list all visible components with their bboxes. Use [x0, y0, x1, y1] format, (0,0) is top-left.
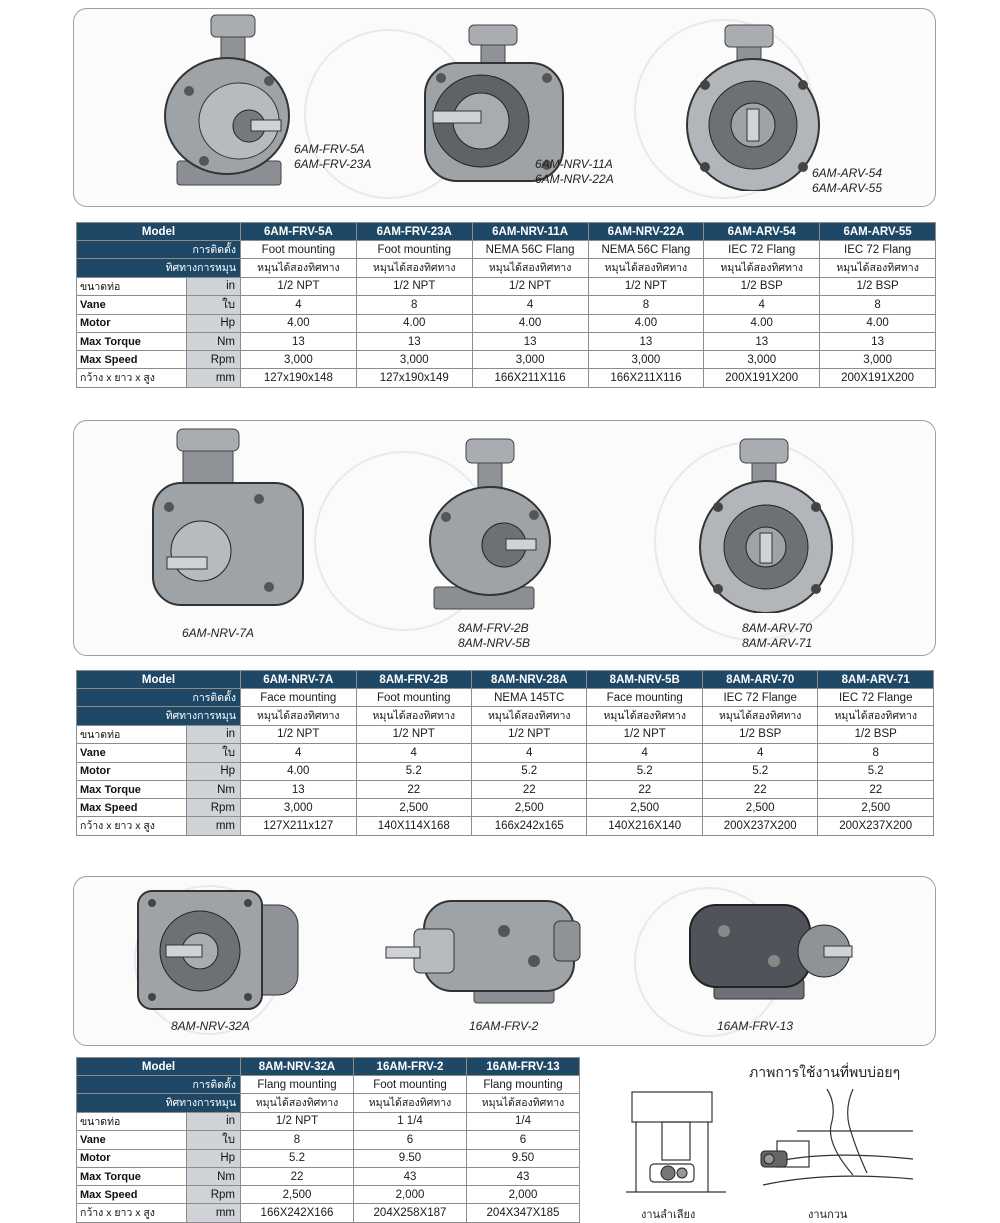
unit-pipe: in [187, 277, 241, 295]
row-label-model: Model [77, 671, 241, 689]
table-row-dims [77, 369, 936, 387]
table-row-speed [77, 799, 934, 817]
table-cell: 9.50 [466, 1149, 579, 1167]
row-label-speed: Max Speed [77, 1186, 187, 1204]
model-header: 8AM-ARV-71 [818, 671, 934, 689]
table-row-motor [77, 762, 934, 780]
table-cell: 140X216X140 [587, 817, 702, 835]
mixer-illustration [757, 1085, 917, 1200]
unit-motor: Hp [187, 314, 241, 332]
table-cell: 3,000 [820, 351, 936, 369]
table-cell: หมุนได้สองทิศทาง [704, 259, 820, 277]
table-cell: 13 [588, 332, 704, 350]
unit-dims: mm [187, 817, 241, 835]
row-label-pipe: ขนาดท่อ [77, 725, 187, 743]
row-label-torque: Max Torque [77, 780, 187, 798]
unit-vane: ใบ [187, 743, 241, 762]
unit-dims: mm [187, 369, 241, 387]
row-label-direction: ทิศทางการหมุน [77, 1094, 241, 1112]
model-caption-6am-arv: 6AM-ARV-54 6AM-ARV-55 [812, 166, 883, 195]
table-cell: 4 [241, 295, 357, 314]
table-row-vane [77, 1130, 580, 1149]
table-row-pipe [77, 277, 936, 295]
table-row-torque [77, 1167, 580, 1185]
table-cell: 1/2 BSP [820, 277, 936, 295]
table-row-speed [77, 1186, 580, 1204]
row-label-dims: กว้าง x ยาว x สูง [77, 369, 187, 387]
model-header: 6AM-FRV-5A [241, 223, 357, 241]
table-cell: 2,500 [702, 799, 817, 817]
unit-dims: mm [187, 1204, 241, 1222]
table-row-mount [77, 241, 936, 259]
table-cell: หมุนได้สองทิศทาง [241, 1094, 354, 1112]
table-cell: 3,000 [588, 351, 704, 369]
table-cell: หมุนได้สองทิศทาง [588, 259, 704, 277]
unit-vane: ใบ [187, 295, 241, 314]
table-cell: 4 [702, 743, 817, 762]
row-label-dims: กว้าง x ยาว x สูง [77, 1204, 187, 1222]
table-cell: 1/2 NPT [472, 277, 588, 295]
row-label-torque: Max Torque [77, 332, 187, 350]
table-cell: Face mounting [587, 689, 702, 707]
table-cell: 1/2 BSP [818, 725, 934, 743]
table-cell: หมุนได้สองทิศทาง [472, 259, 588, 277]
table-cell: IEC 72 Flang [704, 241, 820, 259]
table-row-direction [77, 1094, 580, 1112]
row-label-pipe: ขนาดท่อ [77, 277, 187, 295]
table-cell: 2,500 [356, 799, 471, 817]
unit-speed: Rpm [187, 1186, 241, 1204]
table-cell: 6 [466, 1130, 579, 1149]
table-row-torque [77, 332, 936, 350]
table-cell: NEMA 56C Flang [588, 241, 704, 259]
row-label-motor: Motor [77, 1149, 187, 1167]
table-cell: 4.00 [241, 762, 356, 780]
table-cell: หมุนได้สองทิศทาง [587, 707, 702, 725]
table-cell: 140X114X168 [356, 817, 471, 835]
table-cell: 200X237X200 [818, 817, 934, 835]
table-cell: 5.2 [241, 1149, 354, 1167]
table-cell: 2,500 [587, 799, 702, 817]
table-cell: 200X191X200 [704, 369, 820, 387]
table-cell: หมุนได้สองทิศทาง [702, 707, 817, 725]
table-cell: 1/4 [466, 1112, 579, 1130]
table-cell: 8 [356, 295, 472, 314]
unit-pipe: in [187, 725, 241, 743]
table-cell: 1/2 NPT [241, 1112, 354, 1130]
table-cell: 13 [472, 332, 588, 350]
model-header: 8AM-NRV-5B [587, 671, 702, 689]
table-cell: 4.00 [241, 314, 357, 332]
table-cell: 1/2 NPT [241, 277, 357, 295]
table-cell: Foot mounting [356, 689, 471, 707]
table-cell: 4.00 [472, 314, 588, 332]
table-cell: 4 [241, 743, 356, 762]
product-photo-panel-1 [73, 8, 936, 207]
unit-pipe: in [187, 1112, 241, 1130]
row-label-torque: Max Torque [77, 1167, 187, 1185]
spec-table-1 [76, 222, 936, 388]
model-caption-8am-arv: 8AM-ARV-70 8AM-ARV-71 [742, 621, 813, 650]
unit-torque: Nm [187, 780, 241, 798]
model-header: 8AM-NRV-28A [471, 671, 586, 689]
table-cell: IEC 72 Flange [702, 689, 817, 707]
table-cell: 22 [587, 780, 702, 798]
table-cell: 2,500 [818, 799, 934, 817]
table-cell: 13 [241, 780, 356, 798]
table-row-mount [77, 689, 934, 707]
model-header: 6AM-FRV-23A [356, 223, 472, 241]
row-label-pipe: ขนาดท่อ [77, 1112, 187, 1130]
product-photo-panel-3 [73, 876, 936, 1046]
table-row-motor [77, 314, 936, 332]
unit-vane: ใบ [187, 1130, 241, 1149]
table-cell: 127X211x127 [241, 817, 356, 835]
table-cell: 8 [818, 743, 934, 762]
table-cell: 5.2 [587, 762, 702, 780]
table-cell: 13 [356, 332, 472, 350]
table-row-vane [77, 743, 934, 762]
table-cell: 4 [704, 295, 820, 314]
table-cell: 4.00 [820, 314, 936, 332]
table-row-pipe [77, 725, 934, 743]
row-label-speed: Max Speed [77, 799, 187, 817]
table-cell: 1/2 BSP [704, 277, 820, 295]
table-cell: 200X237X200 [702, 817, 817, 835]
conveyor-illustration [622, 1088, 732, 1198]
model-caption-8am-nrv-32a: 8AM-NRV-32A [171, 1019, 250, 1033]
table-cell: Foot mounting [356, 241, 472, 259]
row-label-vane: Vane [77, 743, 187, 762]
table-cell: Flang mounting [466, 1076, 579, 1094]
table-cell: Foot mounting [241, 241, 357, 259]
table-cell: 22 [818, 780, 934, 798]
table-cell: 200X191X200 [820, 369, 936, 387]
model-header: 6AM-ARV-55 [820, 223, 936, 241]
row-label-motor: Motor [77, 762, 187, 780]
table-cell: 6 [354, 1130, 467, 1149]
row-label-mount: การติดตั้ง [77, 241, 241, 259]
table-cell: 204X258X187 [354, 1204, 467, 1222]
row-label-direction: ทิศทางการหมุน [77, 707, 241, 725]
table-cell: 5.2 [471, 762, 586, 780]
table-cell: 4.00 [704, 314, 820, 332]
table-cell: Foot mounting [354, 1076, 467, 1094]
usage-caption-conveyor: งานลำเลียง [641, 1209, 696, 1221]
table-cell: 4 [587, 743, 702, 762]
table-cell: 22 [702, 780, 817, 798]
table-row-vane [77, 295, 936, 314]
table-row-speed [77, 351, 936, 369]
model-caption-6am-frv: 6AM-FRV-5A 6AM-FRV-23A [294, 142, 372, 171]
table-row-motor [77, 1149, 580, 1167]
row-label-speed: Max Speed [77, 351, 187, 369]
table-cell: หมุนได้สองทิศทาง [471, 707, 586, 725]
table-cell: หมุนได้สองทิศทาง [356, 259, 472, 277]
table-cell: 4 [472, 295, 588, 314]
table-cell: 13 [704, 332, 820, 350]
unit-speed: Rpm [187, 351, 241, 369]
motor-image-16am-frv-13 [684, 891, 854, 1011]
table-cell: 8 [241, 1130, 354, 1149]
model-header: 6AM-ARV-54 [704, 223, 820, 241]
table-cell: 4 [356, 743, 471, 762]
unit-torque: Nm [187, 332, 241, 350]
table-row-direction [77, 707, 934, 725]
table-cell: 1/2 NPT [356, 725, 471, 743]
table-cell: 13 [241, 332, 357, 350]
row-label-vane: Vane [77, 1130, 187, 1149]
model-header: 6AM-NRV-22A [588, 223, 704, 241]
model-header: 8AM-NRV-32A [241, 1058, 354, 1076]
table-cell: 4.00 [356, 314, 472, 332]
motor-image-16am-frv-2 [384, 891, 584, 1011]
table-row-dims [77, 817, 934, 835]
table-cell: หมุนได้สองทิศทาง [818, 707, 934, 725]
table-cell: 1 1/4 [354, 1112, 467, 1130]
table-cell: 8 [820, 295, 936, 314]
row-label-mount: การติดตั้ง [77, 1076, 241, 1094]
motor-image-8am-arv [684, 437, 844, 613]
model-header: 16AM-FRV-13 [466, 1058, 579, 1076]
table-cell: IEC 72 Flange [818, 689, 934, 707]
table-cell: 2,000 [466, 1186, 579, 1204]
table-cell: 204X347X185 [466, 1204, 579, 1222]
table-cell: 2,500 [471, 799, 586, 817]
table-cell: 43 [354, 1167, 467, 1185]
table-cell: 4.00 [588, 314, 704, 332]
model-header: 8AM-FRV-2B [356, 671, 471, 689]
table-cell: หมุนได้สองทิศทาง [356, 707, 471, 725]
table-cell: 5.2 [818, 762, 934, 780]
table-cell: หมุนได้สองทิศทาง [241, 259, 357, 277]
table-cell: 127x190x149 [356, 369, 472, 387]
model-header: 8AM-ARV-70 [702, 671, 817, 689]
motor-image-6am-frv [159, 11, 299, 191]
model-header: 6AM-NRV-7A [241, 671, 356, 689]
table-cell: หมุนได้สองทิศทาง [354, 1094, 467, 1112]
table-cell: 4 [471, 743, 586, 762]
unit-torque: Nm [187, 1167, 241, 1185]
model-caption-6am-nrv-7a: 6AM-NRV-7A [182, 626, 255, 640]
table-cell: NEMA 145TC [471, 689, 586, 707]
table-cell: 166x242x165 [471, 817, 586, 835]
model-header: 6AM-NRV-11A [472, 223, 588, 241]
row-label-model: Model [77, 1058, 241, 1076]
table-cell: 3,000 [472, 351, 588, 369]
table-cell: หมุนได้สองทิศทาง [466, 1094, 579, 1112]
row-label-direction: ทิศทางการหมุน [77, 259, 241, 277]
unit-motor: Hp [187, 762, 241, 780]
table-row-model [77, 223, 936, 241]
table-cell: Face mounting [241, 689, 356, 707]
table-cell: 127x190x148 [241, 369, 357, 387]
table-cell: 5.2 [702, 762, 817, 780]
table-cell: 22 [471, 780, 586, 798]
table-cell: 1/2 NPT [588, 277, 704, 295]
model-caption-8am-frv-2b: 8AM-FRV-2B 8AM-NRV-5B [458, 621, 531, 650]
row-label-dims: กว้าง x ยาว x สูง [77, 817, 187, 835]
unit-motor: Hp [187, 1149, 241, 1167]
table-row-torque [77, 780, 934, 798]
model-header: 16AM-FRV-2 [354, 1058, 467, 1076]
table-cell: 166X211X116 [472, 369, 588, 387]
table-cell: หมุนได้สองทิศทาง [820, 259, 936, 277]
motor-image-6am-nrv-7a [149, 427, 309, 612]
usage-caption-mixer: งานกวน [808, 1209, 848, 1221]
row-label-vane: Vane [77, 295, 187, 314]
table-cell: 166X242X166 [241, 1204, 354, 1222]
table-cell: IEC 72 Flang [820, 241, 936, 259]
table-cell: 22 [241, 1167, 354, 1185]
product-photo-panel-2 [73, 420, 936, 656]
model-caption-16am-frv-2: 16AM-FRV-2 [469, 1019, 539, 1033]
table-cell: 5.2 [356, 762, 471, 780]
spec-table-2 [76, 670, 934, 836]
table-cell: 3,000 [241, 799, 356, 817]
table-row-mount [77, 1076, 580, 1094]
table-cell: 3,000 [704, 351, 820, 369]
spec-table-3 [76, 1057, 580, 1223]
usage-title: ภาพการใช้งานที่พบบ่อยๆ [749, 1064, 901, 1080]
table-row-pipe [77, 1112, 580, 1130]
table-cell: 9.50 [354, 1149, 467, 1167]
table-row-model [77, 1058, 580, 1076]
table-cell: หมุนได้สองทิศทาง [241, 707, 356, 725]
table-cell: 8 [588, 295, 704, 314]
table-cell: 3,000 [356, 351, 472, 369]
table-cell: 22 [356, 780, 471, 798]
table-row-direction [77, 259, 936, 277]
table-cell: 13 [820, 332, 936, 350]
table-cell: 1/2 NPT [587, 725, 702, 743]
table-cell: 43 [466, 1167, 579, 1185]
table-cell: 1/2 NPT [356, 277, 472, 295]
table-row-dims [77, 1204, 580, 1222]
motor-image-8am-nrv-32a [136, 885, 302, 1015]
unit-speed: Rpm [187, 799, 241, 817]
model-caption-6am-nrv: 6AM-NRV-11A 6AM-NRV-22A [535, 157, 614, 186]
table-cell: NEMA 56C Flang [472, 241, 588, 259]
table-cell: 1/2 BSP [702, 725, 817, 743]
table-cell: 2,500 [241, 1186, 354, 1204]
motor-image-8am-frv [424, 437, 554, 613]
model-caption-16am-frv-13: 16AM-FRV-13 [717, 1019, 794, 1033]
table-row-model [77, 671, 934, 689]
table-cell: 1/2 NPT [241, 725, 356, 743]
motor-image-6am-arv [669, 23, 829, 191]
row-label-motor: Motor [77, 314, 187, 332]
table-cell: Flang mounting [241, 1076, 354, 1094]
table-cell: 3,000 [241, 351, 357, 369]
table-cell: 1/2 NPT [471, 725, 586, 743]
table-cell: 166X211X116 [588, 369, 704, 387]
row-label-model: Model [77, 223, 241, 241]
row-label-mount: การติดตั้ง [77, 689, 241, 707]
table-cell: 2,000 [354, 1186, 467, 1204]
